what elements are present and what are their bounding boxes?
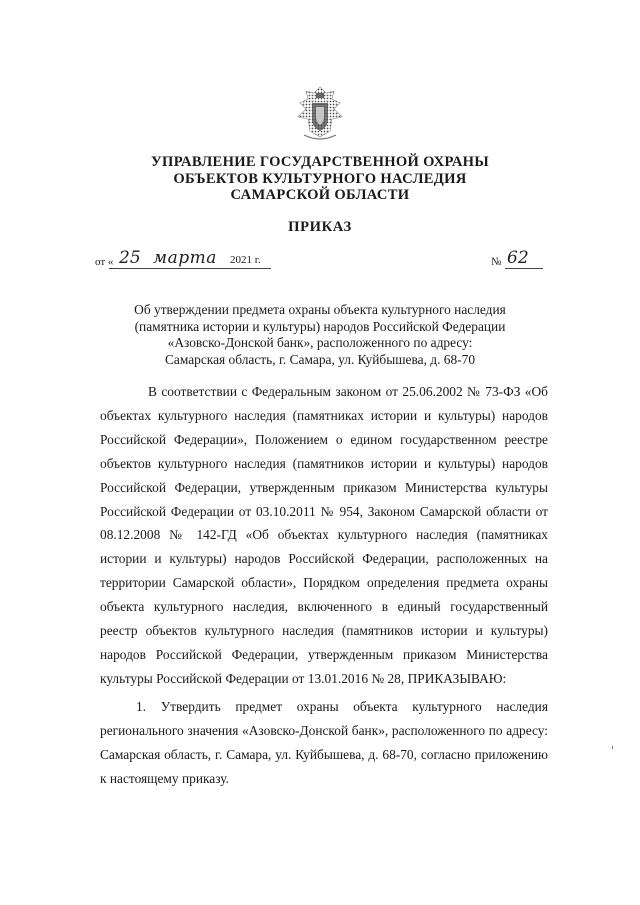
order-subject xyxy=(0,302,640,369)
coat-of-arms-icon xyxy=(290,85,350,143)
date-year: 2021 г. xyxy=(230,254,261,266)
order-number: 62 xyxy=(507,248,529,268)
date-underline xyxy=(109,268,271,269)
org-line: САМАРСКОЙ ОБЛАСТИ xyxy=(230,187,410,204)
date-number-line xyxy=(95,250,545,274)
subject-line: «Азовско-Донской банк», расположенного по адресу: xyxy=(167,335,473,351)
date-prefix: от « xyxy=(95,256,114,268)
document-type: ПРИКАЗ xyxy=(288,219,352,235)
subject-line: Об утверждении предмета охраны объекта культурного наследия xyxy=(134,302,506,317)
date-month: марта xyxy=(153,248,217,268)
order-body xyxy=(100,380,548,790)
org-line: ОБЪЕКТОВ КУЛЬТУРНОГО НАСЛЕДИЯ xyxy=(173,170,467,187)
date-day: 25 xyxy=(119,248,141,268)
order-item-1: 1. Утвердить предмет охраны объекта культурного наследия регионального значения «Азовско-Донской банк», расположенного по адресу: Самарская область, г. Самара, ул. Куйбышева, д. 68-70, согласно приложению к настоящему приказу. xyxy=(100,698,548,786)
subject-line: (памятника истории и культуры) народов Российской Федерации xyxy=(134,318,506,334)
number-underline xyxy=(505,268,543,269)
preamble-paragraph: В соответствии с Федеральным законом от 25.06.2002 № 73-ФЗ «Об объектах культурного наследия (памятниках истории и культуры) народов Российской Федерации», Положением о едином государственном реестре объектов культурного наследия (памятников истории и культуры) народов Российской Федерации, утвержденным приказом Министерства культуры Российской Федерации от 03.10.2011 № 954, Законом Самарской области от 08.12.2008 № 142-ГД «Об объектах культурного наследия (памятниках истории и культуры) народов Российской Федерации, расположенных на территории Самарской области», Порядком определения предмета охраны объекта культурного наследия, включенного в единый государственный реестр объектов культурного наследия (памятников истории и культуры) народов Российской Федерации, утвержденным приказом Министерства культуры Российской Федерации от 13.01.2016 № 28, ПРИКАЗЫВАЮ: xyxy=(100,384,548,686)
number-prefix: № xyxy=(491,256,502,268)
subject-line: Самарская область, г. Самара, ул. Куйбышева, д. 68-70 xyxy=(164,352,476,368)
org-line: УПРАВЛЕНИЕ ГОСУДАРСТВЕННОЙ ОХРАНЫ xyxy=(151,154,489,170)
scan-mark xyxy=(612,746,613,749)
organization-name xyxy=(0,154,640,204)
